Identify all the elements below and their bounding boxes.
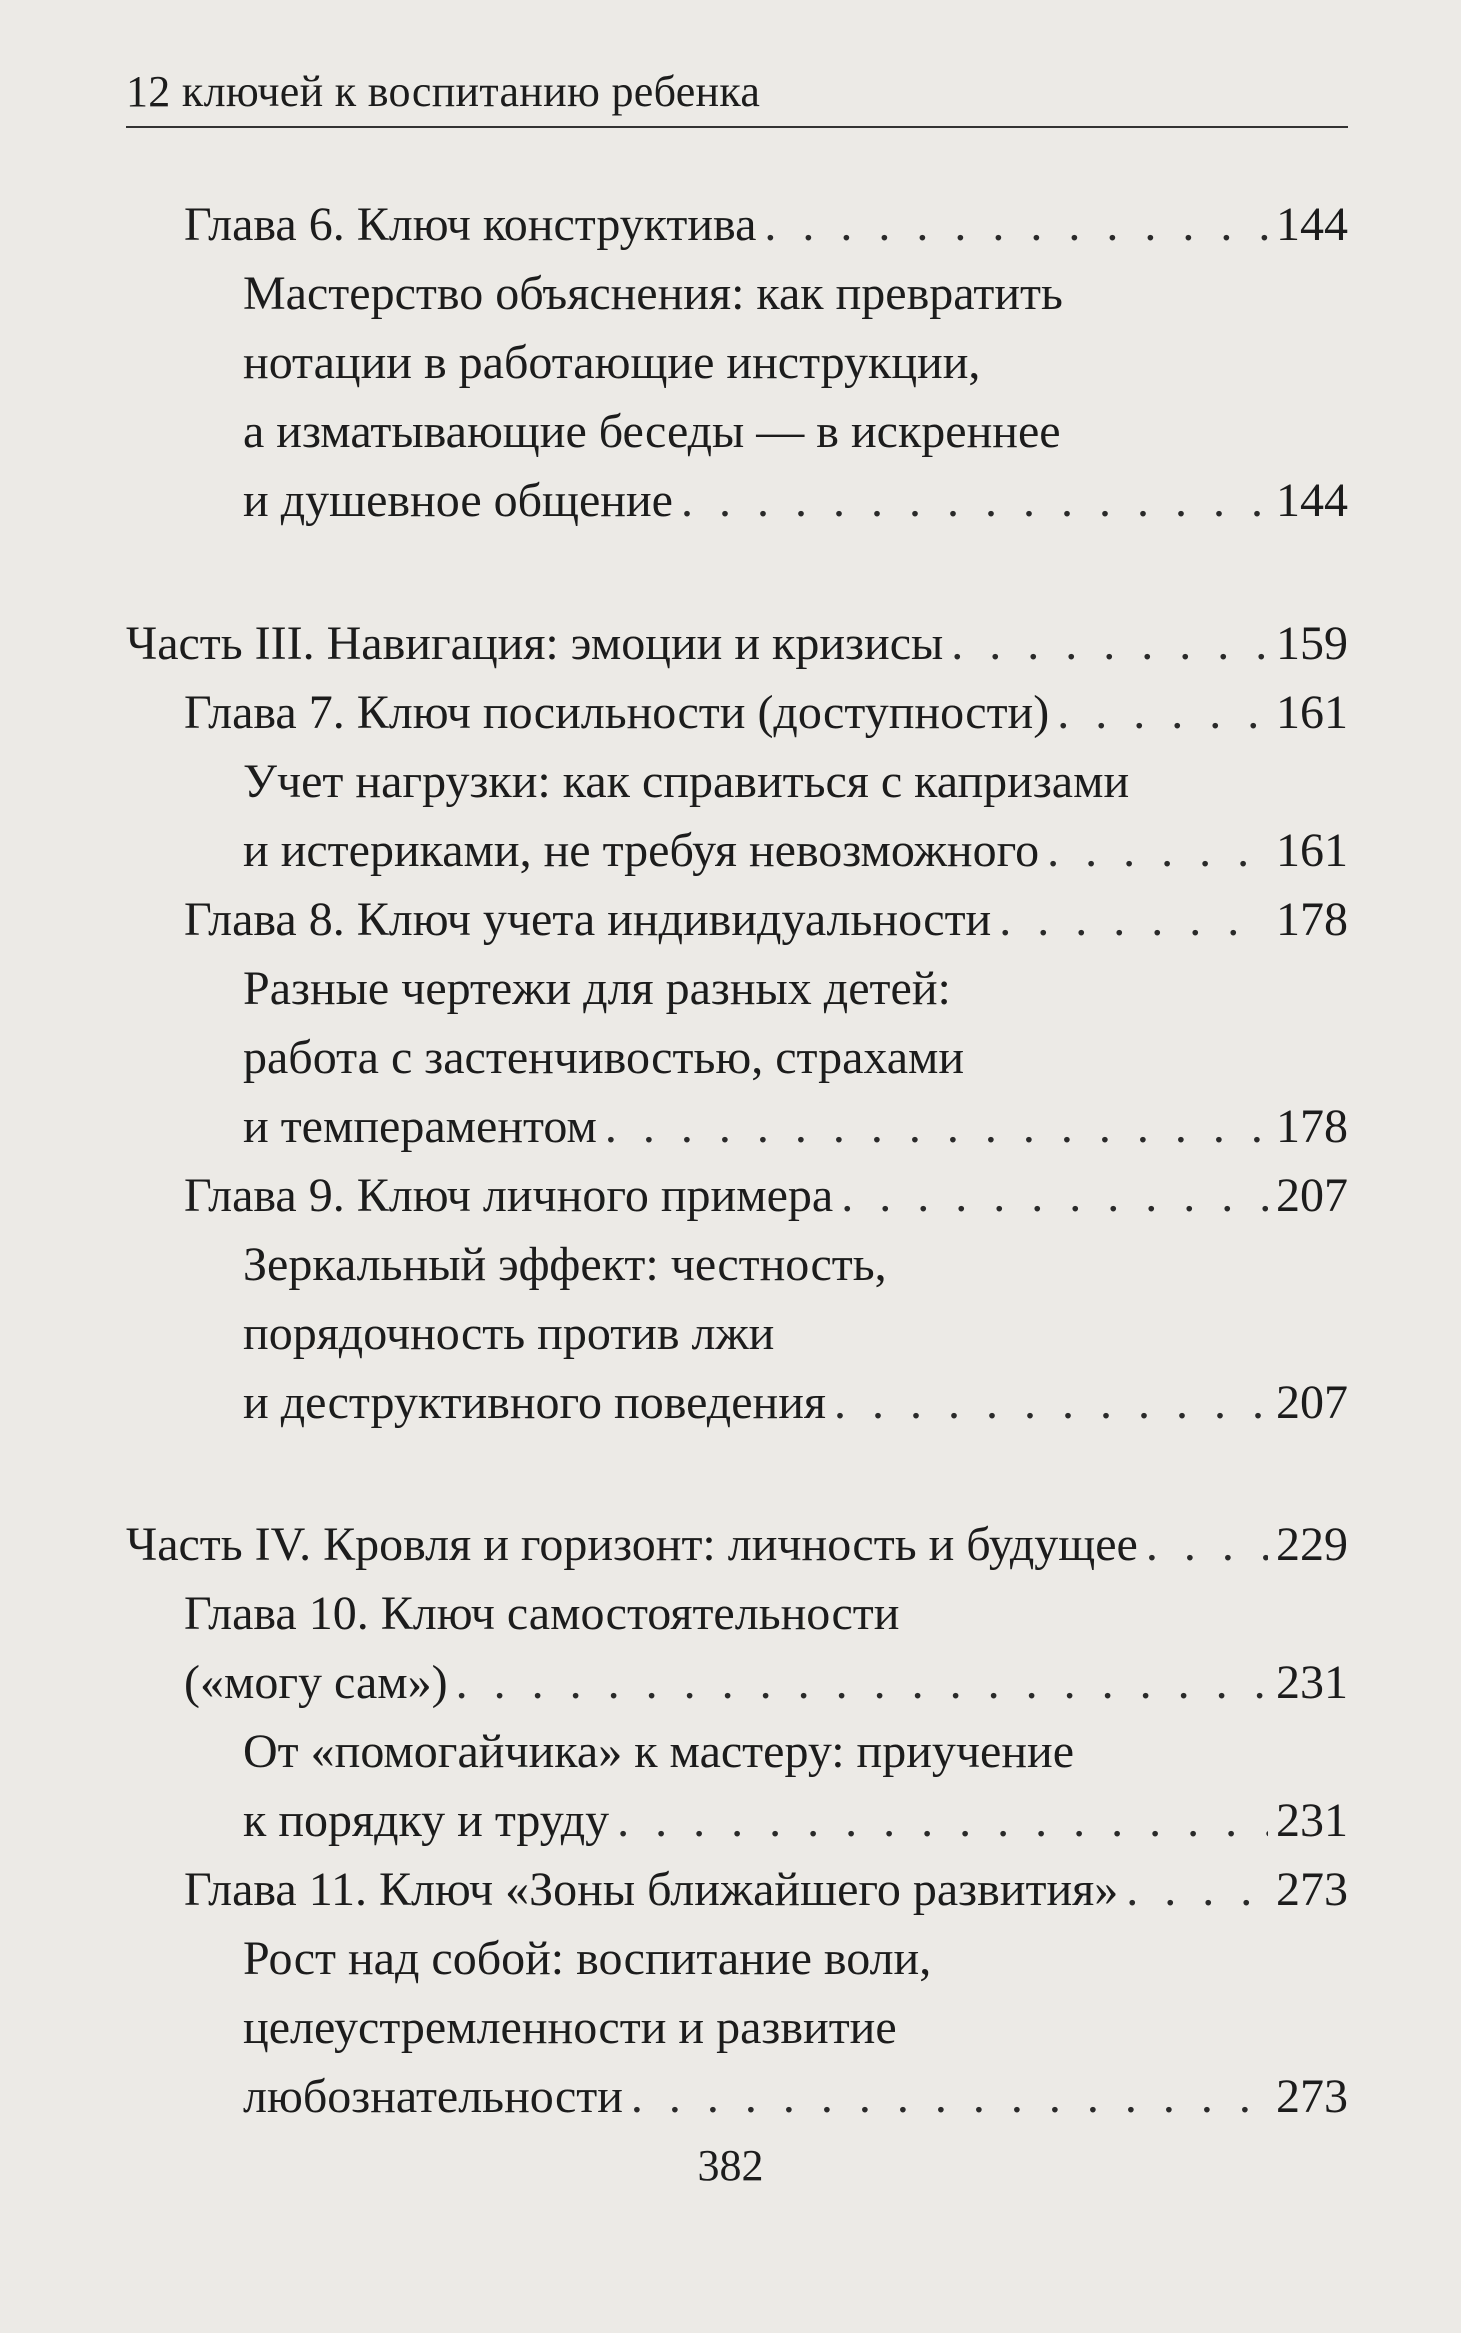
subentry-text: порядочность против лжи <box>243 1307 775 1360</box>
toc-entry-part-3[interactable] <box>126 612 1348 676</box>
entry-title: Часть IV. Кровля и горизонт: личность и будущее <box>126 1518 1138 1571</box>
entry-title: Глава 9. Ключ личного примера <box>184 1169 834 1222</box>
toc-subentry-chapter-9-line-2 <box>243 1302 774 1366</box>
subentry-text: а изматывающие беседы — в искреннее <box>243 405 1061 458</box>
dot-leader <box>1126 1858 1268 1922</box>
dot-leader <box>1146 1513 1268 1577</box>
dot-leader <box>631 2065 1268 2129</box>
dot-leader <box>834 1371 1268 1435</box>
subentry-text: и темпераментом <box>243 1100 597 1153</box>
page-number: 382 <box>697 2141 764 2190</box>
subentry-text: целеустремленности и развитие <box>243 2001 897 2054</box>
entry-page-number: 159 <box>1276 617 1348 670</box>
dot-leader <box>617 1789 1268 1853</box>
entry-title: Глава 8. Ключ учета индивидуальности <box>184 893 992 946</box>
subentry-text: работа с застенчивостью, страхами <box>243 1031 965 1084</box>
entry-page-number: 207 <box>1276 1169 1348 1222</box>
subentry-text: Зеркальный эффект: честность, <box>243 1238 887 1291</box>
toc-subentry-chapter-8-line-2 <box>243 1026 964 1090</box>
dot-leader <box>456 1651 1268 1715</box>
entry-page-number: 178 <box>1276 893 1348 946</box>
dot-leader <box>841 1164 1268 1228</box>
subentry-text: и истериками, не требуя невозможного <box>243 824 1040 877</box>
dot-leader <box>1047 819 1268 883</box>
dot-leader <box>681 469 1268 533</box>
entry-page-number: 161 <box>1276 824 1348 877</box>
entry-title: Глава 6. Ключ конструктива <box>184 198 757 251</box>
dot-leader <box>999 888 1268 952</box>
subentry-text: и деструктивного поведения <box>243 1376 826 1429</box>
dot-leader <box>605 1095 1268 1159</box>
toc-entry-chapter-8[interactable] <box>184 888 1348 952</box>
toc-subentry-chapter-8-line-3[interactable] <box>243 1095 1348 1159</box>
running-head: 12 ключей к воспитанию ребенка <box>126 67 761 116</box>
toc-subentry-chapter-7-line-2[interactable] <box>243 819 1348 883</box>
entry-page-number: 231 <box>1276 1794 1348 1847</box>
subentry-text: Разные чертежи для разных детей: <box>243 962 951 1015</box>
toc-subentry-chapter-6-line-1 <box>243 262 1063 326</box>
toc-entry-chapter-9[interactable] <box>184 1164 1348 1228</box>
entry-page-number: 231 <box>1276 1656 1348 1709</box>
subentry-text: нотации в работающие инструкции, <box>243 336 981 389</box>
entry-page-number: 229 <box>1276 1518 1348 1571</box>
entry-page-number: 273 <box>1276 1863 1348 1916</box>
toc-entry-chapter-6[interactable] <box>184 193 1348 257</box>
subentry-text: и душевное общение <box>243 474 673 527</box>
entry-title: («могу сам») <box>184 1656 448 1709</box>
toc-subentry-chapter-10-line-2[interactable] <box>243 1789 1348 1853</box>
toc-subentry-chapter-10-line-1 <box>243 1720 1074 1784</box>
entry-title: Глава 10. Ключ самостоятельности <box>184 1587 900 1640</box>
entry-page-number: 273 <box>1276 2070 1348 2123</box>
entry-page-number: 144 <box>1276 474 1348 527</box>
toc-subentry-chapter-6-line-2 <box>243 331 980 395</box>
toc-subentry-chapter-11-line-2 <box>243 1996 897 2060</box>
subentry-text: Мастерство объяснения: как превратить <box>243 267 1063 320</box>
toc-subentry-chapter-8-line-1 <box>243 957 951 1021</box>
entry-page-number: 207 <box>1276 1376 1348 1429</box>
toc-subentry-chapter-11-line-1 <box>243 1927 931 1991</box>
entry-page-number: 144 <box>1276 198 1348 251</box>
subentry-text: Рост над собой: воспитание воли, <box>243 1932 932 1985</box>
entry-page-number: 178 <box>1276 1100 1348 1153</box>
subentry-text: любознательности <box>243 2070 623 2123</box>
toc-subentry-chapter-6-line-4[interactable] <box>243 469 1348 533</box>
toc-entry-chapter-7[interactable] <box>184 681 1348 745</box>
dot-leader <box>951 612 1268 676</box>
toc-subentry-chapter-11-line-3[interactable] <box>243 2065 1348 2129</box>
toc-entry-chapter-11[interactable] <box>184 1858 1348 1922</box>
dot-leader <box>1057 681 1268 745</box>
toc-entry-chapter-10-line-1 <box>184 1582 899 1646</box>
toc-entry-chapter-10-line-2[interactable] <box>184 1651 1348 1715</box>
subentry-text: Учет нагрузки: как справиться с капризами <box>243 755 1130 808</box>
entry-title: Глава 11. Ключ «Зоны ближайшего развития» <box>184 1863 1119 1916</box>
entry-page-number: 161 <box>1276 686 1348 739</box>
toc-entry-part-4[interactable] <box>126 1513 1348 1577</box>
toc-subentry-chapter-9-line-1 <box>243 1233 887 1297</box>
toc-subentry-chapter-7-line-1 <box>243 750 1129 814</box>
toc-subentry-chapter-6-line-3 <box>243 400 1061 464</box>
entry-title: Глава 7. Ключ посильности (доступности) <box>184 686 1050 739</box>
entry-title: Часть III. Навигация: эмоции и кризисы <box>126 617 944 670</box>
dot-leader <box>764 193 1268 257</box>
toc-subentry-chapter-9-line-3[interactable] <box>243 1371 1348 1435</box>
subentry-text: к порядку и труду <box>243 1794 610 1847</box>
subentry-text: От «помогайчика» к мастеру: приучение <box>243 1725 1075 1778</box>
